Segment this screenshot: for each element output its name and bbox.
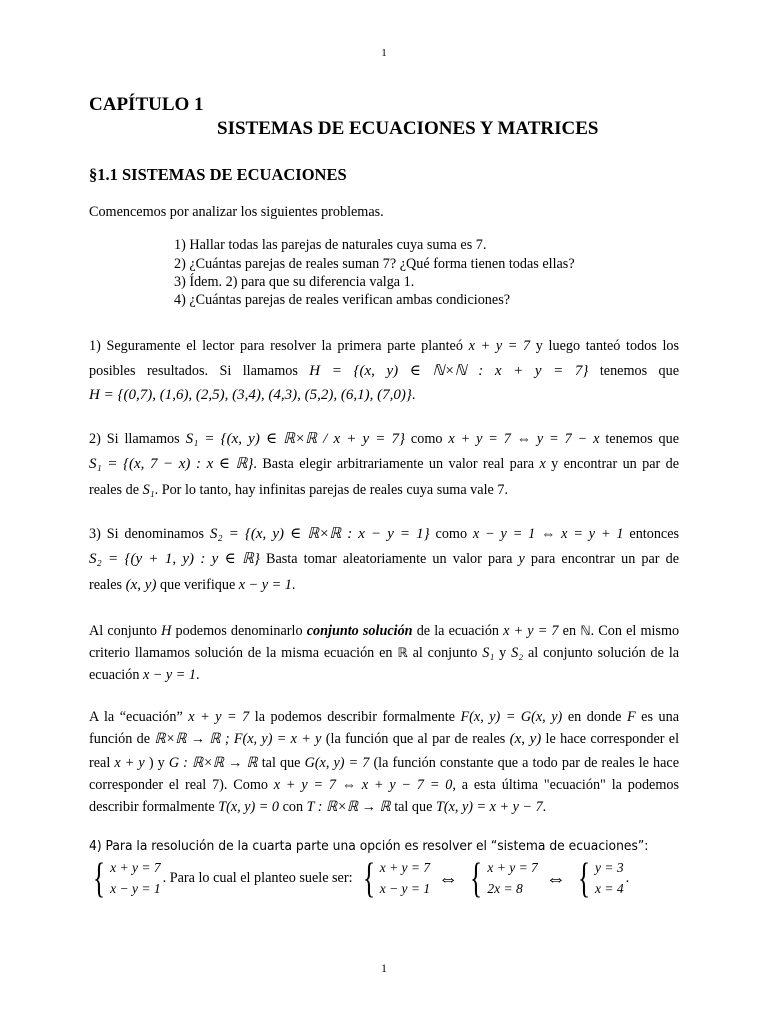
p4-text: . Con el mismo criterio llamamos solución de la misma ecuación en (89, 623, 680, 662)
variable-x: x (539, 456, 546, 473)
system-equation: x − y = 1 (379, 880, 431, 896)
variable-y: y (518, 551, 525, 568)
set-S2-definition: S₂ = {(x, y) ∈ ℝ×ℝ : x − y = 1} (209, 525, 430, 542)
equation: x + y = 7 (188, 709, 250, 726)
symbol-S1: S₁ (142, 481, 155, 498)
set-S1-definition: S₁ = {(x, y) ∈ ℝ×ℝ / x + y = 7} (185, 430, 405, 447)
p3-text: reales (89, 576, 123, 593)
p4-text: al conjunto (412, 645, 478, 662)
p1-word: posibles (89, 362, 136, 379)
equation: x − y = 1 ⇔ x = y + 1 (472, 525, 624, 542)
p1-word: llamamos (242, 362, 298, 379)
p1-end: . (411, 387, 416, 404)
expression: x + y (114, 754, 145, 771)
symbol-S1: S₁ (482, 645, 495, 662)
paragraph-3 (89, 522, 679, 599)
p1-word: resultados. (146, 362, 209, 379)
pair-xy: (x, y) (125, 576, 157, 593)
naturals-symbol: ℕ (580, 624, 591, 640)
problem-list (174, 236, 679, 309)
paragraph-4 (89, 620, 679, 686)
system-equation: x + y = 7 (110, 859, 161, 875)
p5-text: con (282, 798, 304, 815)
system-equation: y = 3 (594, 859, 624, 875)
symbol-H: H (161, 623, 172, 640)
p1-word: tenemos (599, 362, 648, 379)
p5-end: . (542, 798, 547, 815)
chapter-heading: CAPÍTULO 1 (89, 94, 204, 115)
paragraph-6 (89, 838, 679, 900)
p5-text: tal que (261, 754, 301, 771)
function-equation-FG: F(x, y) = G(x, y) (460, 709, 563, 726)
p4-text: Al conjunto (89, 623, 157, 640)
p5-text: en donde (567, 709, 622, 726)
p4-text: y (499, 645, 507, 662)
function-T-signature: T : ℝ×ℝ → ℝ (306, 798, 391, 815)
emphasis-conjunto-solucion: conjunto solución (306, 623, 413, 640)
p3-text: entonces (629, 525, 680, 542)
equation: x + y = 7 (503, 623, 559, 640)
function-F-definition: ℝ×ℝ → ℝ ; F(x, y) = x + y (154, 731, 322, 748)
system-equation: x − y = 1 (110, 880, 161, 896)
system-equation: x = 4 (594, 880, 624, 896)
brace-icon: { (470, 855, 483, 902)
set-S2-elements: S₂ = {(y + 1, y) : y ∈ ℝ} (89, 551, 260, 568)
function-G-value: G(x, y) = 7 (304, 754, 370, 771)
paragraph-5 (89, 706, 679, 817)
p6-text: . Para lo cual el planteo suele ser: (162, 870, 353, 887)
system-2 (359, 855, 431, 902)
p1-word: que (658, 362, 680, 379)
brace-icon: { (362, 855, 375, 902)
iff-arrow-icon: ⇔ (438, 867, 459, 890)
page-content (89, 93, 679, 900)
p6-end: . (625, 870, 630, 887)
page-number-bottom: 1 (381, 963, 387, 975)
p6-text: 4) Para la resolución de la cuarta parte una opción es resolver el “sistema de ecuaciones”: (89, 837, 649, 854)
equation: x − y = 1 (238, 576, 292, 593)
p4-text: de la ecuación (416, 623, 500, 640)
problem-item: 3) Ídem. 2) para que su diferencia valga 1. (174, 273, 415, 290)
equation: x + y = 7 ⇔ x + y − 7 = 0 (273, 776, 453, 793)
p3-text: Basta tomar aleatoriamente un valor para (266, 551, 513, 568)
p5-text: le hace corresponder el real (89, 731, 680, 771)
p3-text: 3) Si denominamos (89, 525, 204, 542)
problem-item: 4) ¿Cuántas parejas de reales verifican ambas condiciones? (174, 291, 511, 308)
p2-text: y encontrar un par de (551, 456, 680, 473)
reals-symbol: ℝ (397, 646, 408, 662)
p3-text: para encontrar un par de (530, 551, 680, 568)
system-equation: 2x = 8 (487, 880, 523, 896)
p5-text: es una función de (89, 709, 679, 748)
system-3 (466, 855, 538, 902)
system-1 (89, 855, 161, 902)
p2-text: . Por lo tanto, hay infinitas parejas de reales cuya suma vale 7. (154, 481, 509, 498)
pair-xy: (x, y) (509, 731, 542, 748)
p5-text: (la función que al par de reales (325, 731, 506, 748)
brace-icon: { (577, 855, 590, 902)
set-H-elements: H = {(0,7), (1,6), (2,5), (3,4), (4,3), (5,2), (6,1), (7,0)} (89, 387, 412, 404)
p5-text: la podemos describir formalmente (254, 709, 455, 726)
p4-end: . (196, 667, 200, 684)
function-T-definition: T(x, y) = x + y − 7 (435, 798, 543, 815)
p4-text: al conjunto solución de la ecuación (89, 645, 680, 684)
p1-text: y luego tanteó todos los (535, 338, 680, 355)
p3-end: . (291, 576, 296, 593)
page-number-top: 1 (381, 47, 387, 59)
p2-text: . Basta elegir arbitrariamente un valor real para (253, 456, 535, 473)
symbol-S2: S₂ (511, 645, 524, 662)
function-T-equation: T(x, y) = 0 (218, 798, 280, 815)
set-H-definition: H = {(x, y) ∈ ℕ×ℕ : x + y = 7} (309, 362, 589, 379)
p2-text: 2) Si llamamos (89, 430, 180, 447)
p5-text: A la “ecuación” (89, 709, 183, 726)
set-S1-elements: S₁ = {(x, 7 − x) : x ∈ ℝ} (89, 456, 254, 473)
p5-text: tal que (394, 798, 433, 815)
p1-word: Si (219, 362, 232, 379)
paragraph-2 (89, 427, 679, 502)
p1-text: 1) Seguramente el lector para resolver la primera parte planteó (89, 338, 463, 355)
system-equation: x + y = 7 (487, 859, 538, 875)
systems-row (89, 855, 679, 902)
section-heading: §1.1 SISTEMAS DE ECUACIONES (89, 164, 347, 184)
chapter-title: SISTEMAS DE ECUACIONES Y MATRICES (217, 117, 599, 139)
problem-item: 2) ¿Cuántas parejas de reales suman 7? ¿Qué forma tienen todas ellas? (174, 255, 575, 272)
p2-text: como (410, 430, 443, 447)
equation: x + y = 7 ⇔ y = 7 − x (448, 430, 600, 447)
p5-text: , a esta última "ecuación" la podemos describir formalmente (89, 776, 679, 815)
symbol-F: F (626, 709, 636, 726)
p3-text: que verifique (160, 576, 236, 593)
p4-text: podemos denominarlo (175, 623, 303, 640)
p3-text: como (435, 525, 468, 542)
intro-paragraph: Comencemos por analizar los siguientes problemas. (89, 203, 384, 220)
brace-icon: { (93, 855, 106, 902)
p4-text: en (562, 623, 577, 640)
equation: x + y = 7 (468, 338, 531, 355)
iff-arrow-icon: ⇔ (545, 867, 566, 890)
p2-text: tenemos que (605, 430, 680, 447)
function-G-signature: G : ℝ×ℝ → ℝ (168, 754, 258, 771)
p2-text: reales de (89, 481, 140, 498)
paragraph-1 (89, 335, 679, 406)
p5-text: (la función constante que a todo par de reales le hace corresponder el real 7). Como (89, 754, 680, 793)
p5-text: ) y (148, 754, 165, 771)
problem-item: 1) Hallar todas las parejas de naturales cuya suma es 7. (174, 237, 487, 254)
equation: x − y = 1 (142, 667, 196, 684)
system-4 (574, 855, 624, 902)
system-equation: x + y = 7 (379, 859, 431, 875)
